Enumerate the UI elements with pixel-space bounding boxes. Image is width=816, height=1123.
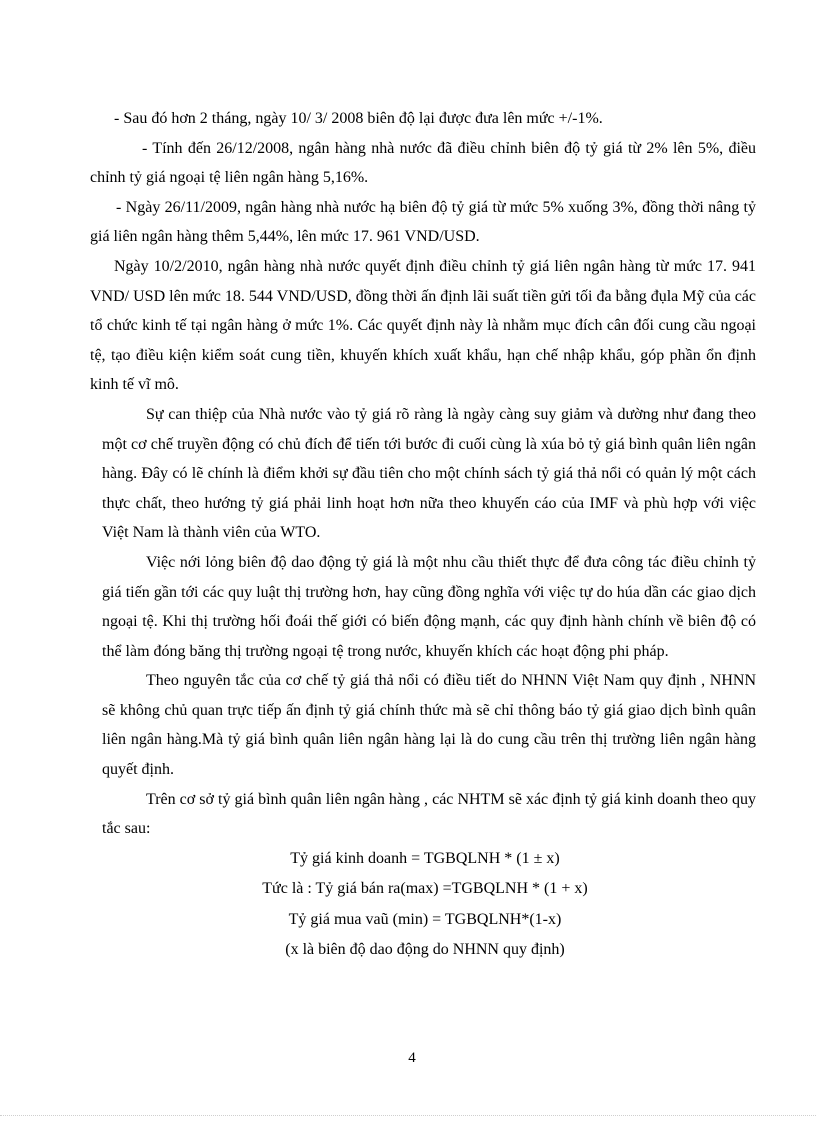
page-number: 4 <box>408 1050 416 1066</box>
paragraph: Sự can thiệp của Nhà nước vào tỷ giá rõ ràng là ngày càng suy giảm và dường như đang theo một cơ chế truyền động có chủ đích để tiến tới bước đi cuối cùng là xúa bỏ tỷ giá bình quân liên ngân hàng. Đây có lẽ chính là điểm khởi sự đầu tiên cho một chính sách tỷ giá thả nổi có quản lý một cách thực chất, theo hướng tỷ giá phải linh hoạt hơn nữa theo khuyến cáo của IMF và phù hợp với việc Việt Nam là thành viên của WTO. <box>102 405 756 542</box>
formula-line: Tức là : Tỷ giá bán ra(max) =TGBQLNH * (1 + x) <box>262 880 588 898</box>
document-body <box>90 104 756 966</box>
paragraph: Ngày 10/2/2010, ngân hàng nhà nước quyết định điều chỉnh tỷ giá liên ngân hàng từ mức 17. 941 VND/ USD lên mức 18. 544 VND/USD, đồng thời ấn định lãi suất tiền gửi tối đa bằng đụla Mỹ của các tổ chức kinh tế tại ngân hàng ở mức 1%. Các quyết định này là nhằm mục đích cân đối cung cầu ngoại tệ, tạo điều kiện kiểm soát cung tiền, khuyến khích xuất khẩu, hạn chế nhập khẩu, góp phần ổn định kinh tế vĩ mô. <box>90 257 756 394</box>
formula-note: (x là biên độ dao động do NHNN quy định) <box>285 941 565 959</box>
page-bottom-divider <box>0 1115 816 1116</box>
paragraph: Trên cơ sở tỷ giá bình quân liên ngân hàng , các NHTM sẽ xác định tỷ giá kinh doanh theo quy tắc sau: <box>102 790 756 838</box>
paragraph: - Sau đó hơn 2 tháng, ngày 10/ 3/ 2008 biên độ lại được đưa lên mức +/-1%. <box>114 110 603 127</box>
paragraph: - Tính đến 26/12/2008, ngân hàng nhà nước đã điều chỉnh biên độ tỷ giá từ 2% lên 5%, điều chỉnh tỷ giá ngoại tệ liên ngân hàng 5,16%. <box>90 139 756 187</box>
paragraph: - Ngày 26/11/2009, ngân hàng nhà nước hạ biên độ tỷ giá từ mức 5% xuống 3%, đồng thời nâng tỷ giá liên ngân hàng thêm 5,44%, lên mức 17. 961 VND/USD. <box>90 198 756 246</box>
paragraph: Việc nới lỏng biên độ dao động tỷ giá là một nhu cầu thiết thực để đưa công tác điều chỉnh tỷ giá tiến gần tới các quy luật thị trường hơn, hay cũng đồng nghĩa với việc tự do húa dần các giao dịch ngoại tệ. Khi thị trường hối đoái thế giới có biến động mạnh, các quy định hành chính về biên độ có thể làm đóng băng thị trường ngoại tệ trong nước, khuyến khích các hoạt động phi pháp. <box>102 553 756 660</box>
formula-line: Tỷ giá kinh doanh = TGBQLNH * (1 ± x) <box>290 849 560 867</box>
paragraph: Theo nguyên tắc của cơ chế tỷ giá thả nổi có điều tiết do NHNN Việt Nam quy định , NHNN sẽ không chủ quan trực tiếp ấn định tỷ giá chính thức mà sẽ chỉ thông báo tỷ giá giao dịch bình quân liên ngân hàng.Mà tỷ giá bình quân liên ngân hàng lại là do cung cầu trên thị trường liên ngân hàng quyết định. <box>102 672 756 779</box>
formula-line: Tỷ giá mua vaũ (min) = TGBQLNH*(1-x) <box>288 910 562 928</box>
formula-block <box>90 844 756 966</box>
